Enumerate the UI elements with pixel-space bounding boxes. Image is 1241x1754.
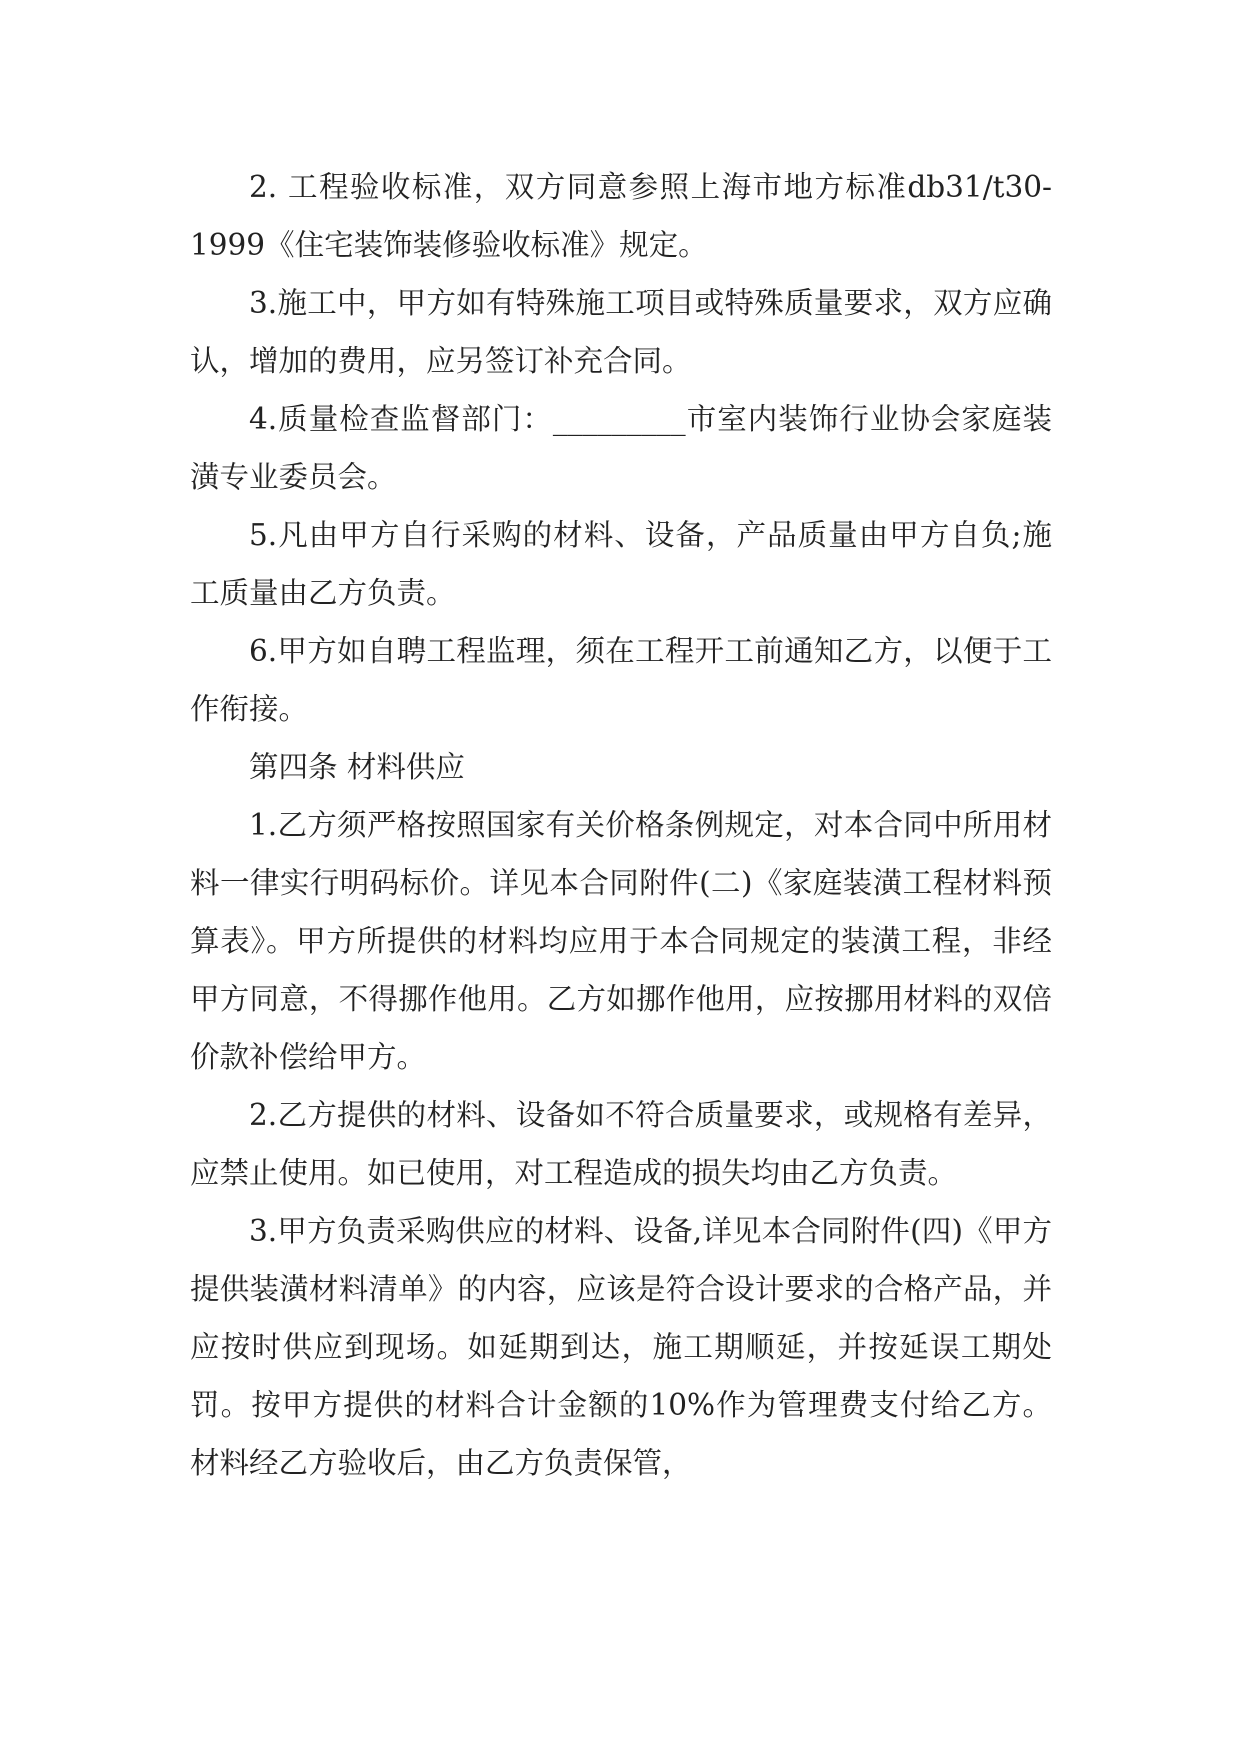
- paragraph-nonconforming-materials: 2.乙方提供的材料、设备如不符合质量要求，或规格有差异，应禁止使用。如已使用，对工程造成的损失均由乙方负责。: [190, 1098, 1052, 1190]
- paragraph-acceptance-standard: 2. 工程验收标准，双方同意参照上海市地方标准db31/t30-1999《住宅装饰装修验收标准》规定。: [190, 170, 1052, 262]
- document-body: [190, 158, 1052, 1492]
- section-heading-material-supply: 第四条 材料供应: [249, 750, 465, 784]
- paragraph-self-purchased-materials: 5.凡由甲方自行采购的材料、设备，产品质量由甲方自负;施工质量由乙方负责。: [190, 518, 1052, 610]
- paragraph-quality-supervision: 4.质量检查监督部门：_________市室内装饰行业协会家庭装潢专业委员会。: [190, 402, 1052, 494]
- paragraph-material-pricing: 1.乙方须严格按照国家有关价格条例规定，对本合同中所用材料一律实行明码标价。详见本合同附件(二)《家庭装潢工程材料预算表》。甲方所提供的材料均应用于本合同规定的装潢工程，非经甲方同意，不得挪作他用。乙方如挪作他用，应按挪用材料的双倍价款补偿给甲方。: [190, 808, 1052, 1074]
- paragraph-special-requirements: 3.施工中，甲方如有特殊施工项目或特殊质量要求，双方应确认，增加的费用，应另签订补充合同。: [190, 286, 1052, 378]
- paragraph-engineering-supervisor: 6.甲方如自聘工程监理，须在工程开工前通知乙方，以便于工作衔接。: [190, 634, 1052, 726]
- paragraph-party-a-materials: 3.甲方负责采购供应的材料、设备,详见本合同附件(四)《甲方提供装潢材料清单》的内容，应该是符合设计要求的合格产品，并应按时供应到现场。如延期到达，施工期顺延，并按延误工期处罚。按甲方提供的材料合计金额的10%作为管理费支付给乙方。材料经乙方验收后，由乙方负责保管，: [190, 1214, 1052, 1480]
